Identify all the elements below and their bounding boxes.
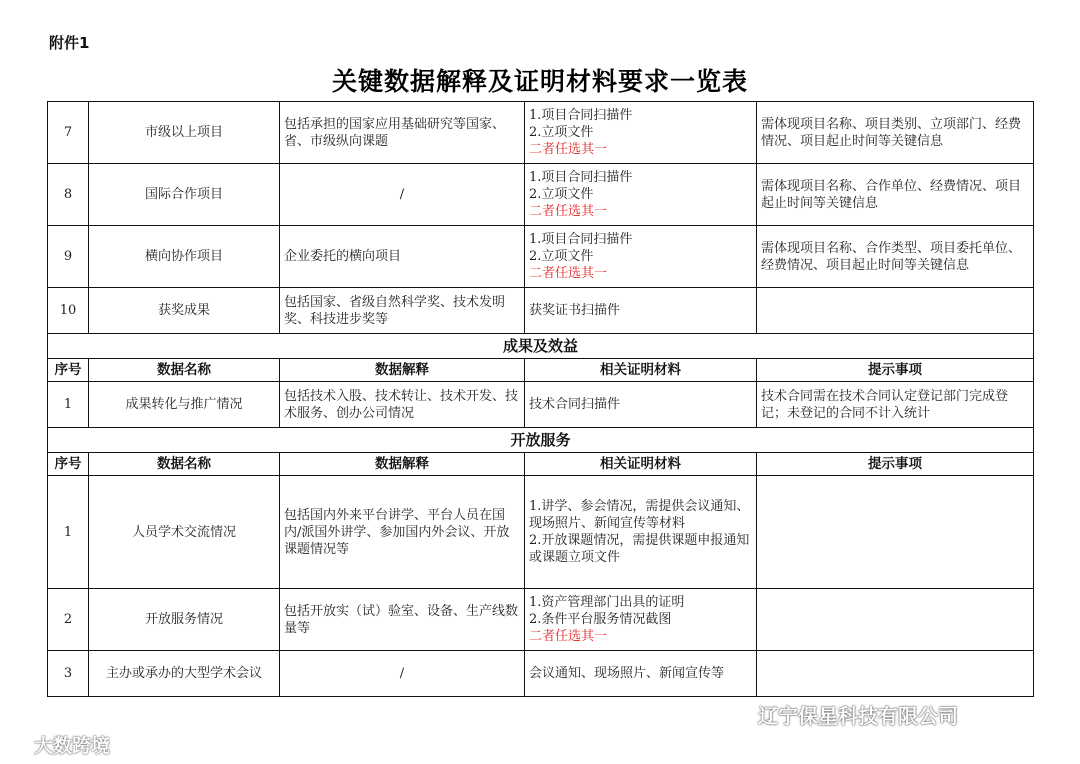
watermark-left: [8, 731, 110, 758]
explanation-cell: 包括国家、省级自然科学奖、技术发明奖、科技进步奖等: [280, 288, 525, 334]
col-header-materials: 相关证明材料: [525, 453, 757, 476]
data-name-cell: 市级以上项目: [89, 102, 280, 164]
either-one-note: 二者任选其一: [529, 142, 608, 157]
material-line: 1.项目合同扫描件: [529, 232, 633, 247]
row-number: 10: [48, 288, 89, 334]
explanation-cell: /: [280, 164, 525, 226]
material-line: 2.开放课题情况，需提供课题申报通知或课题立项文件: [529, 533, 750, 565]
document-title: 关键数据解释及证明材料要求一览表: [331, 67, 748, 96]
material-line: 2.条件平台服务情况截图: [529, 612, 672, 627]
row-number: 8: [48, 164, 89, 226]
explanation-cell: 企业委托的横向项目: [280, 226, 525, 288]
either-one-note: 二者任选其一: [529, 204, 608, 219]
table-row: [48, 288, 1034, 334]
either-one-note: 二者任选其一: [529, 629, 608, 644]
explanation-cell: /: [280, 651, 525, 697]
data-name-cell: 开放服务情况: [89, 589, 280, 651]
col-header-materials: 相关证明材料: [525, 359, 757, 382]
tips-cell: 需体现项目名称、项目类别、立项部门、经费情况、项目起止时间等关键信息: [757, 102, 1034, 164]
tips-cell: [757, 651, 1034, 697]
tips-cell: 需体现项目名称、合作类型、项目委托单位、经费情况、项目起止时间等关键信息: [757, 226, 1034, 288]
weibo-icon: [8, 738, 30, 756]
col-header-tips: 提示事项: [757, 359, 1034, 382]
row-number: 3: [48, 651, 89, 697]
material-line: 1.资产管理部门出具的证明: [529, 595, 685, 610]
col-header-no: 序号: [48, 359, 89, 382]
section-header-open-service: [48, 428, 1034, 453]
watermark-right-text: 辽宁保星科技有限公司: [758, 704, 958, 728]
materials-cell: [525, 164, 757, 226]
row-number: 7: [48, 102, 89, 164]
materials-cell: [525, 589, 757, 651]
table-row: [48, 651, 1034, 697]
watermark-left-text: 大数跨境: [34, 735, 111, 757]
data-name-cell: 人员学术交流情况: [89, 476, 280, 589]
watermark-right: [728, 700, 958, 729]
materials-cell: [525, 102, 757, 164]
data-name-cell: 获奖成果: [89, 288, 280, 334]
tips-cell: 技术合同需在技术合同认定登记部门完成登记；未登记的合同不计入统计: [757, 382, 1034, 428]
requirements-table: [47, 101, 1034, 697]
data-name-cell: 主办或承办的大型学术会议: [89, 651, 280, 697]
table-row: [48, 226, 1034, 288]
tips-cell: [757, 589, 1034, 651]
col-header-no: 序号: [48, 453, 89, 476]
row-number: 2: [48, 589, 89, 651]
explanation-cell: 包括开放实（试）验室、设备、生产线数量等: [280, 589, 525, 651]
material-line: 1.项目合同扫描件: [529, 170, 633, 185]
column-header-row: [48, 359, 1034, 382]
row-number: 9: [48, 226, 89, 288]
data-name-cell: 国际合作项目: [89, 164, 280, 226]
section-title: 成果及效益: [48, 334, 1034, 359]
table-row: [48, 589, 1034, 651]
explanation-cell: 包括技术入股、技术转让、技术开发、技术服务、创办公司情况: [280, 382, 525, 428]
tips-cell: [757, 476, 1034, 589]
material-line: 2.立项文件: [529, 249, 594, 264]
data-name-cell: 横向协作项目: [89, 226, 280, 288]
table-row: [48, 476, 1034, 589]
table-row: [48, 382, 1034, 428]
wechat-icon: [728, 707, 754, 729]
section-title: 开放服务: [48, 428, 1034, 453]
material-line: 2.立项文件: [529, 125, 594, 140]
section-header-achievements: [48, 334, 1034, 359]
row-number: 1: [48, 382, 89, 428]
col-header-name: 数据名称: [89, 453, 280, 476]
materials-cell: [525, 476, 757, 589]
materials-cell: 会议通知、现场照片、新闻宣传等: [525, 651, 757, 697]
column-header-row: [48, 453, 1034, 476]
data-name-cell: 成果转化与推广情况: [89, 382, 280, 428]
either-one-note: 二者任选其一: [529, 266, 608, 281]
tips-cell: [757, 288, 1034, 334]
explanation-cell: 包括国内外来平台讲学、平台人员在国内/派国外讲学、参加国内外会议、开放课题情况等: [280, 476, 525, 589]
material-line: 1.项目合同扫描件: [529, 108, 633, 123]
col-header-name: 数据名称: [89, 359, 280, 382]
materials-cell: [525, 226, 757, 288]
col-header-explanation: 数据解释: [280, 453, 525, 476]
attachment-label: 附件1: [49, 34, 90, 52]
material-line: 1.讲学、参会情况，需提供会议通知、现场照片、新闻宣传等材料: [529, 499, 750, 531]
table-row: [48, 102, 1034, 164]
row-number: 1: [48, 476, 89, 589]
tips-cell: 需体现项目名称、合作单位、经费情况、项目起止时间等关键信息: [757, 164, 1034, 226]
table-row: [48, 164, 1034, 226]
col-header-tips: 提示事项: [757, 453, 1034, 476]
materials-cell: 技术合同扫描件: [525, 382, 757, 428]
explanation-cell: 包括承担的国家应用基础研究等国家、省、市级纵向课题: [280, 102, 525, 164]
materials-cell: 获奖证书扫描件: [525, 288, 757, 334]
col-header-explanation: 数据解释: [280, 359, 525, 382]
material-line: 2.立项文件: [529, 187, 594, 202]
